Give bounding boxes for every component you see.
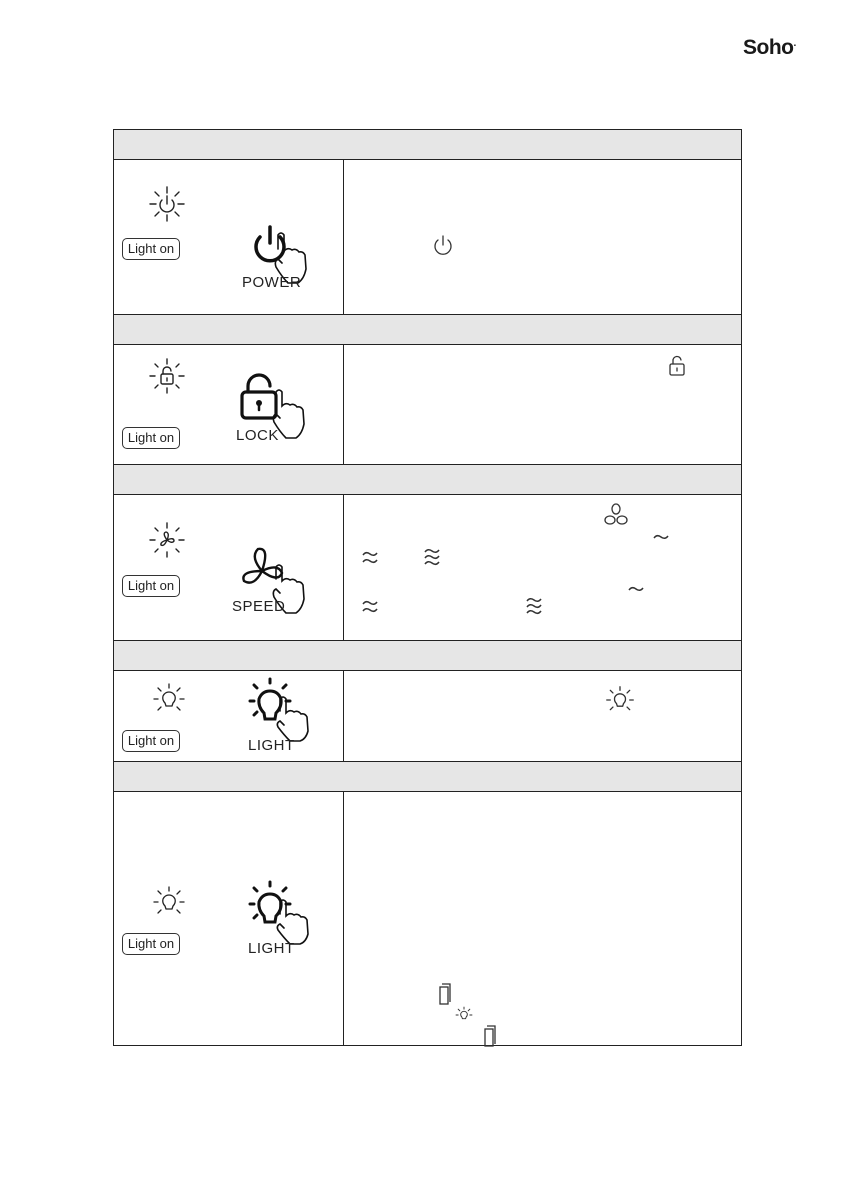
- section-header-light: [114, 640, 741, 671]
- wave-icon-triple: [525, 597, 543, 617]
- indicator-pill: Light on: [122, 238, 180, 260]
- light-button-caption: LIGHT: [248, 940, 295, 957]
- filter-icon: [438, 982, 452, 1006]
- indicator-pill: Light on: [122, 427, 180, 449]
- row-speed: [114, 495, 343, 640]
- bulb-indicator-icon: [152, 885, 186, 919]
- indicator-pill: Light on: [122, 730, 180, 752]
- power-button-caption: POWER: [242, 274, 302, 291]
- fan-indicator-icon: [148, 521, 186, 559]
- wave-icon-triple: [423, 548, 441, 568]
- bulb-icon: [455, 1006, 473, 1024]
- light-button-caption: LIGHT: [248, 737, 295, 754]
- bulb-icon: [605, 685, 635, 715]
- row-light: [114, 671, 343, 761]
- lock-indicator-icon: [148, 357, 186, 395]
- light-button-icon: [246, 677, 326, 743]
- fan-icon: [603, 502, 629, 528]
- section-header-lock: [114, 314, 741, 345]
- filter-icon: [483, 1024, 497, 1048]
- wave-icon-double: [361, 550, 379, 566]
- bulb-indicator-icon: [152, 682, 186, 716]
- section-header-light-timer: [114, 761, 741, 792]
- indicator-pill: Light on: [122, 575, 180, 597]
- row-light-timer: [114, 792, 343, 1046]
- wave-icon-single: [652, 532, 670, 542]
- power-indicator-icon: [148, 185, 186, 223]
- lock-button-caption: LOCK: [236, 427, 279, 444]
- unlock-icon: [667, 355, 687, 377]
- power-icon: [432, 234, 454, 256]
- row-power: [114, 160, 343, 314]
- row-lock: [114, 345, 343, 464]
- section-header-power: [114, 130, 741, 160]
- wave-icon-single: [627, 584, 645, 594]
- wave-icon-double: [361, 599, 379, 615]
- section-header-speed: [114, 464, 741, 495]
- instruction-table: [113, 129, 742, 1046]
- indicator-pill: Light on: [122, 933, 180, 955]
- logo: Soho.: [743, 36, 796, 59]
- speed-button-caption: SPEED: [232, 598, 286, 615]
- light-button-icon: [246, 880, 326, 946]
